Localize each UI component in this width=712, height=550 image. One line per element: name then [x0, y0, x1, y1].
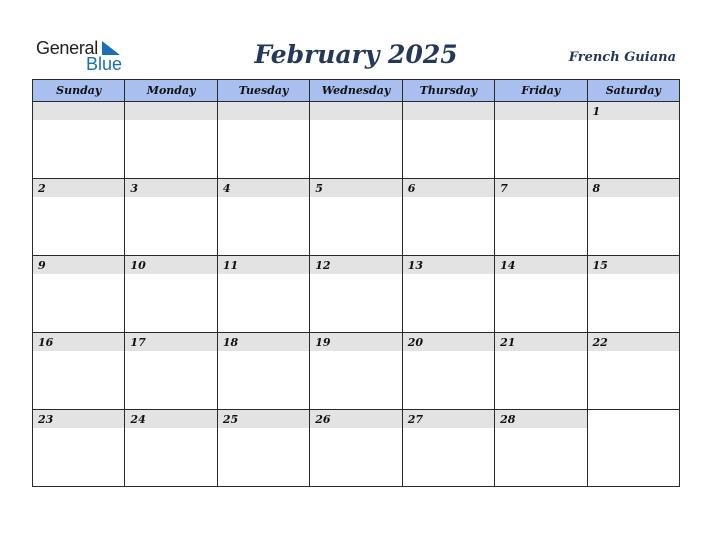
day-cell[interactable]: [587, 179, 679, 256]
day-number: 3: [125, 179, 216, 197]
weekday-sunday: Sunday: [33, 80, 125, 102]
day-number: 7: [495, 179, 586, 197]
day-number: 16: [33, 333, 124, 351]
day-cell[interactable]: [33, 333, 125, 410]
day-cell[interactable]: [587, 333, 679, 410]
day-number: 28: [495, 410, 586, 428]
day-cell[interactable]: [402, 256, 494, 333]
day-number: 11: [218, 256, 309, 274]
day-cell[interactable]: [125, 179, 217, 256]
weekday-thursday: Thursday: [402, 80, 494, 102]
week-row: [33, 102, 680, 179]
day-number: 17: [125, 333, 216, 351]
day-cell[interactable]: [310, 102, 402, 179]
week-row: [33, 179, 680, 256]
week-row: [33, 256, 680, 333]
day-cell[interactable]: [125, 333, 217, 410]
day-cell[interactable]: [495, 102, 587, 179]
day-number: [33, 102, 124, 120]
day-number: 14: [495, 256, 586, 274]
day-number: [125, 102, 216, 120]
day-cell[interactable]: [33, 256, 125, 333]
day-cell[interactable]: [217, 256, 309, 333]
day-cell[interactable]: [402, 179, 494, 256]
day-number: 15: [588, 256, 679, 274]
weekday-monday: Monday: [125, 80, 217, 102]
day-number: 12: [310, 256, 401, 274]
day-number: 2: [33, 179, 124, 197]
day-number: [495, 102, 586, 120]
day-cell[interactable]: [217, 410, 309, 487]
day-cell[interactable]: [217, 179, 309, 256]
day-number: 23: [33, 410, 124, 428]
day-cell[interactable]: [495, 333, 587, 410]
day-cell[interactable]: [402, 333, 494, 410]
day-cell[interactable]: [495, 256, 587, 333]
day-cell[interactable]: [310, 410, 402, 487]
day-number: 6: [403, 179, 494, 197]
calendar-title: February 2025: [254, 40, 458, 69]
day-number: [218, 102, 309, 120]
week-row: [33, 410, 680, 487]
week-row: [33, 333, 680, 410]
day-cell[interactable]: [587, 256, 679, 333]
day-number: 10: [125, 256, 216, 274]
day-cell[interactable]: [310, 333, 402, 410]
day-cell[interactable]: [587, 102, 679, 179]
day-number: 1: [588, 102, 679, 120]
day-number: 13: [403, 256, 494, 274]
calendar-grid: [32, 79, 680, 487]
day-number: 27: [403, 410, 494, 428]
day-cell[interactable]: [402, 102, 494, 179]
day-number: 22: [588, 333, 679, 351]
day-cell[interactable]: [402, 410, 494, 487]
logo-text-blue: Blue: [86, 54, 123, 74]
day-number: [403, 102, 494, 120]
day-cell[interactable]: [587, 410, 679, 487]
day-number: 9: [33, 256, 124, 274]
day-cell[interactable]: [217, 333, 309, 410]
logo-text-general: General: [36, 38, 98, 58]
day-number: 4: [218, 179, 309, 197]
region-label: French Guiana: [568, 50, 676, 65]
day-cell[interactable]: [125, 410, 217, 487]
day-cell[interactable]: [33, 410, 125, 487]
day-number: 21: [495, 333, 586, 351]
day-cell[interactable]: [310, 179, 402, 256]
day-number: 20: [403, 333, 494, 351]
day-cell[interactable]: [217, 102, 309, 179]
weekday-saturday: Saturday: [587, 80, 679, 102]
weekday-wednesday: Wednesday: [310, 80, 402, 102]
day-cell[interactable]: [310, 256, 402, 333]
weekday-header-row: [33, 80, 680, 102]
day-number: 18: [218, 333, 309, 351]
day-cell[interactable]: [33, 179, 125, 256]
day-number: 5: [310, 179, 401, 197]
day-number: 26: [310, 410, 401, 428]
day-number: 19: [310, 333, 401, 351]
day-cell[interactable]: [495, 179, 587, 256]
day-number: 25: [218, 410, 309, 428]
day-number: [588, 410, 679, 428]
day-number: 8: [588, 179, 679, 197]
day-cell[interactable]: [125, 256, 217, 333]
day-cell[interactable]: [495, 410, 587, 487]
weekday-tuesday: Tuesday: [217, 80, 309, 102]
day-cell[interactable]: [125, 102, 217, 179]
day-number: 24: [125, 410, 216, 428]
day-number: [310, 102, 401, 120]
weekday-friday: Friday: [495, 80, 587, 102]
day-cell[interactable]: [33, 102, 125, 179]
